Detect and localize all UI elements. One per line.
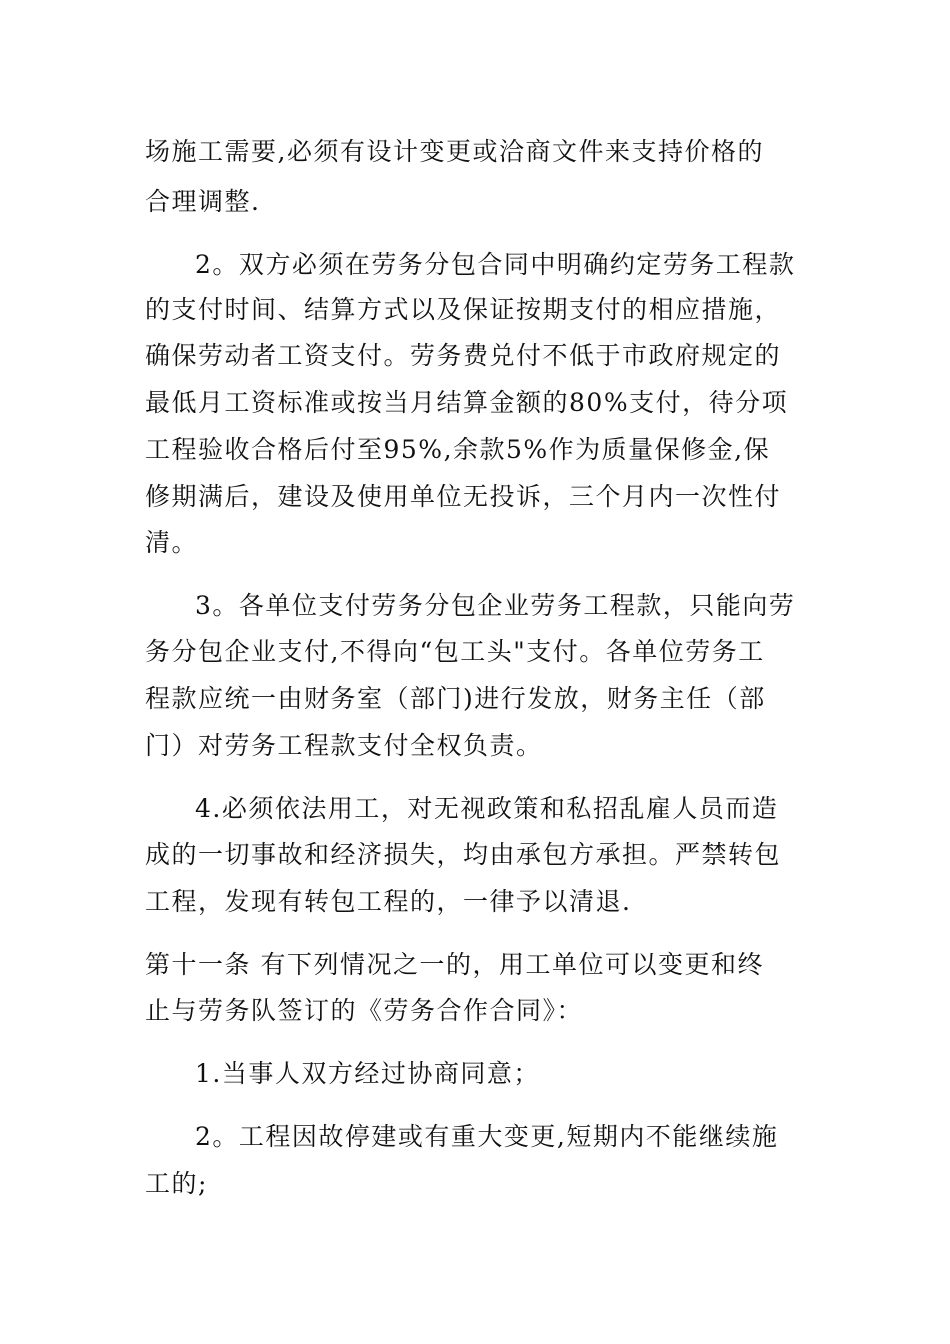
text-line: 工程，发现有转包工程的，一律予以清退. <box>145 887 632 916</box>
text-line: 程款应统一由财务室（部门)进行发放，财务主任（部 <box>145 684 766 713</box>
text-line: 工的; <box>145 1169 208 1198</box>
text-line: 清。 <box>145 528 199 557</box>
list-item-1: 1.当事人双方经过协商同意； <box>195 1059 540 1088</box>
list-item-2: 2。工程因故停建或有重大变更,短期内不能继续施 <box>195 1122 779 1151</box>
text-line: 工程验收合格后付至95%,余款5%作为质量保修金,保 <box>145 435 771 464</box>
text-line: 成的一切事故和经济损失，均由承包方承担。严禁转包 <box>145 840 782 869</box>
article-11-heading: 第十一条 有下列情况之一的，用工单位可以变更和终 <box>145 950 764 979</box>
paragraph-2-start: 2。双方必须在劳务分包合同中明确约定劳务工程款 <box>195 250 796 279</box>
text-line: 合理调整. <box>145 187 261 216</box>
paragraph-4-start: 4.必须依法用工，对无视政策和私招乱雇人员而造 <box>195 794 779 823</box>
text-line: 止与劳务队签订的《劳务合作合同》： <box>145 996 584 1025</box>
text-line: 的支付时间、结算方式以及保证按期支付的相应措施， <box>145 295 782 324</box>
text-line: 场施工需要,必须有设计变更或洽商文件来支持价格的 <box>145 137 764 166</box>
text-line: 修期满后，建设及使用单位无投诉，三个月内一次性付 <box>145 482 782 511</box>
text-line: 务分包企业支付,不得向“包工头"支付。各单位劳务工 <box>145 637 765 666</box>
paragraph-3-start: 3。各单位支付劳务分包企业劳务工程款，只能向劳 <box>195 591 796 620</box>
text-line: 确保劳动者工资支付。劳务费兑付不低于市政府规定的 <box>145 341 782 370</box>
text-line: 门）对劳务工程款支付全权负责。 <box>145 731 543 760</box>
text-line: 最低月工资标准或按当月结算金额的80%支付，待分项 <box>145 388 789 417</box>
